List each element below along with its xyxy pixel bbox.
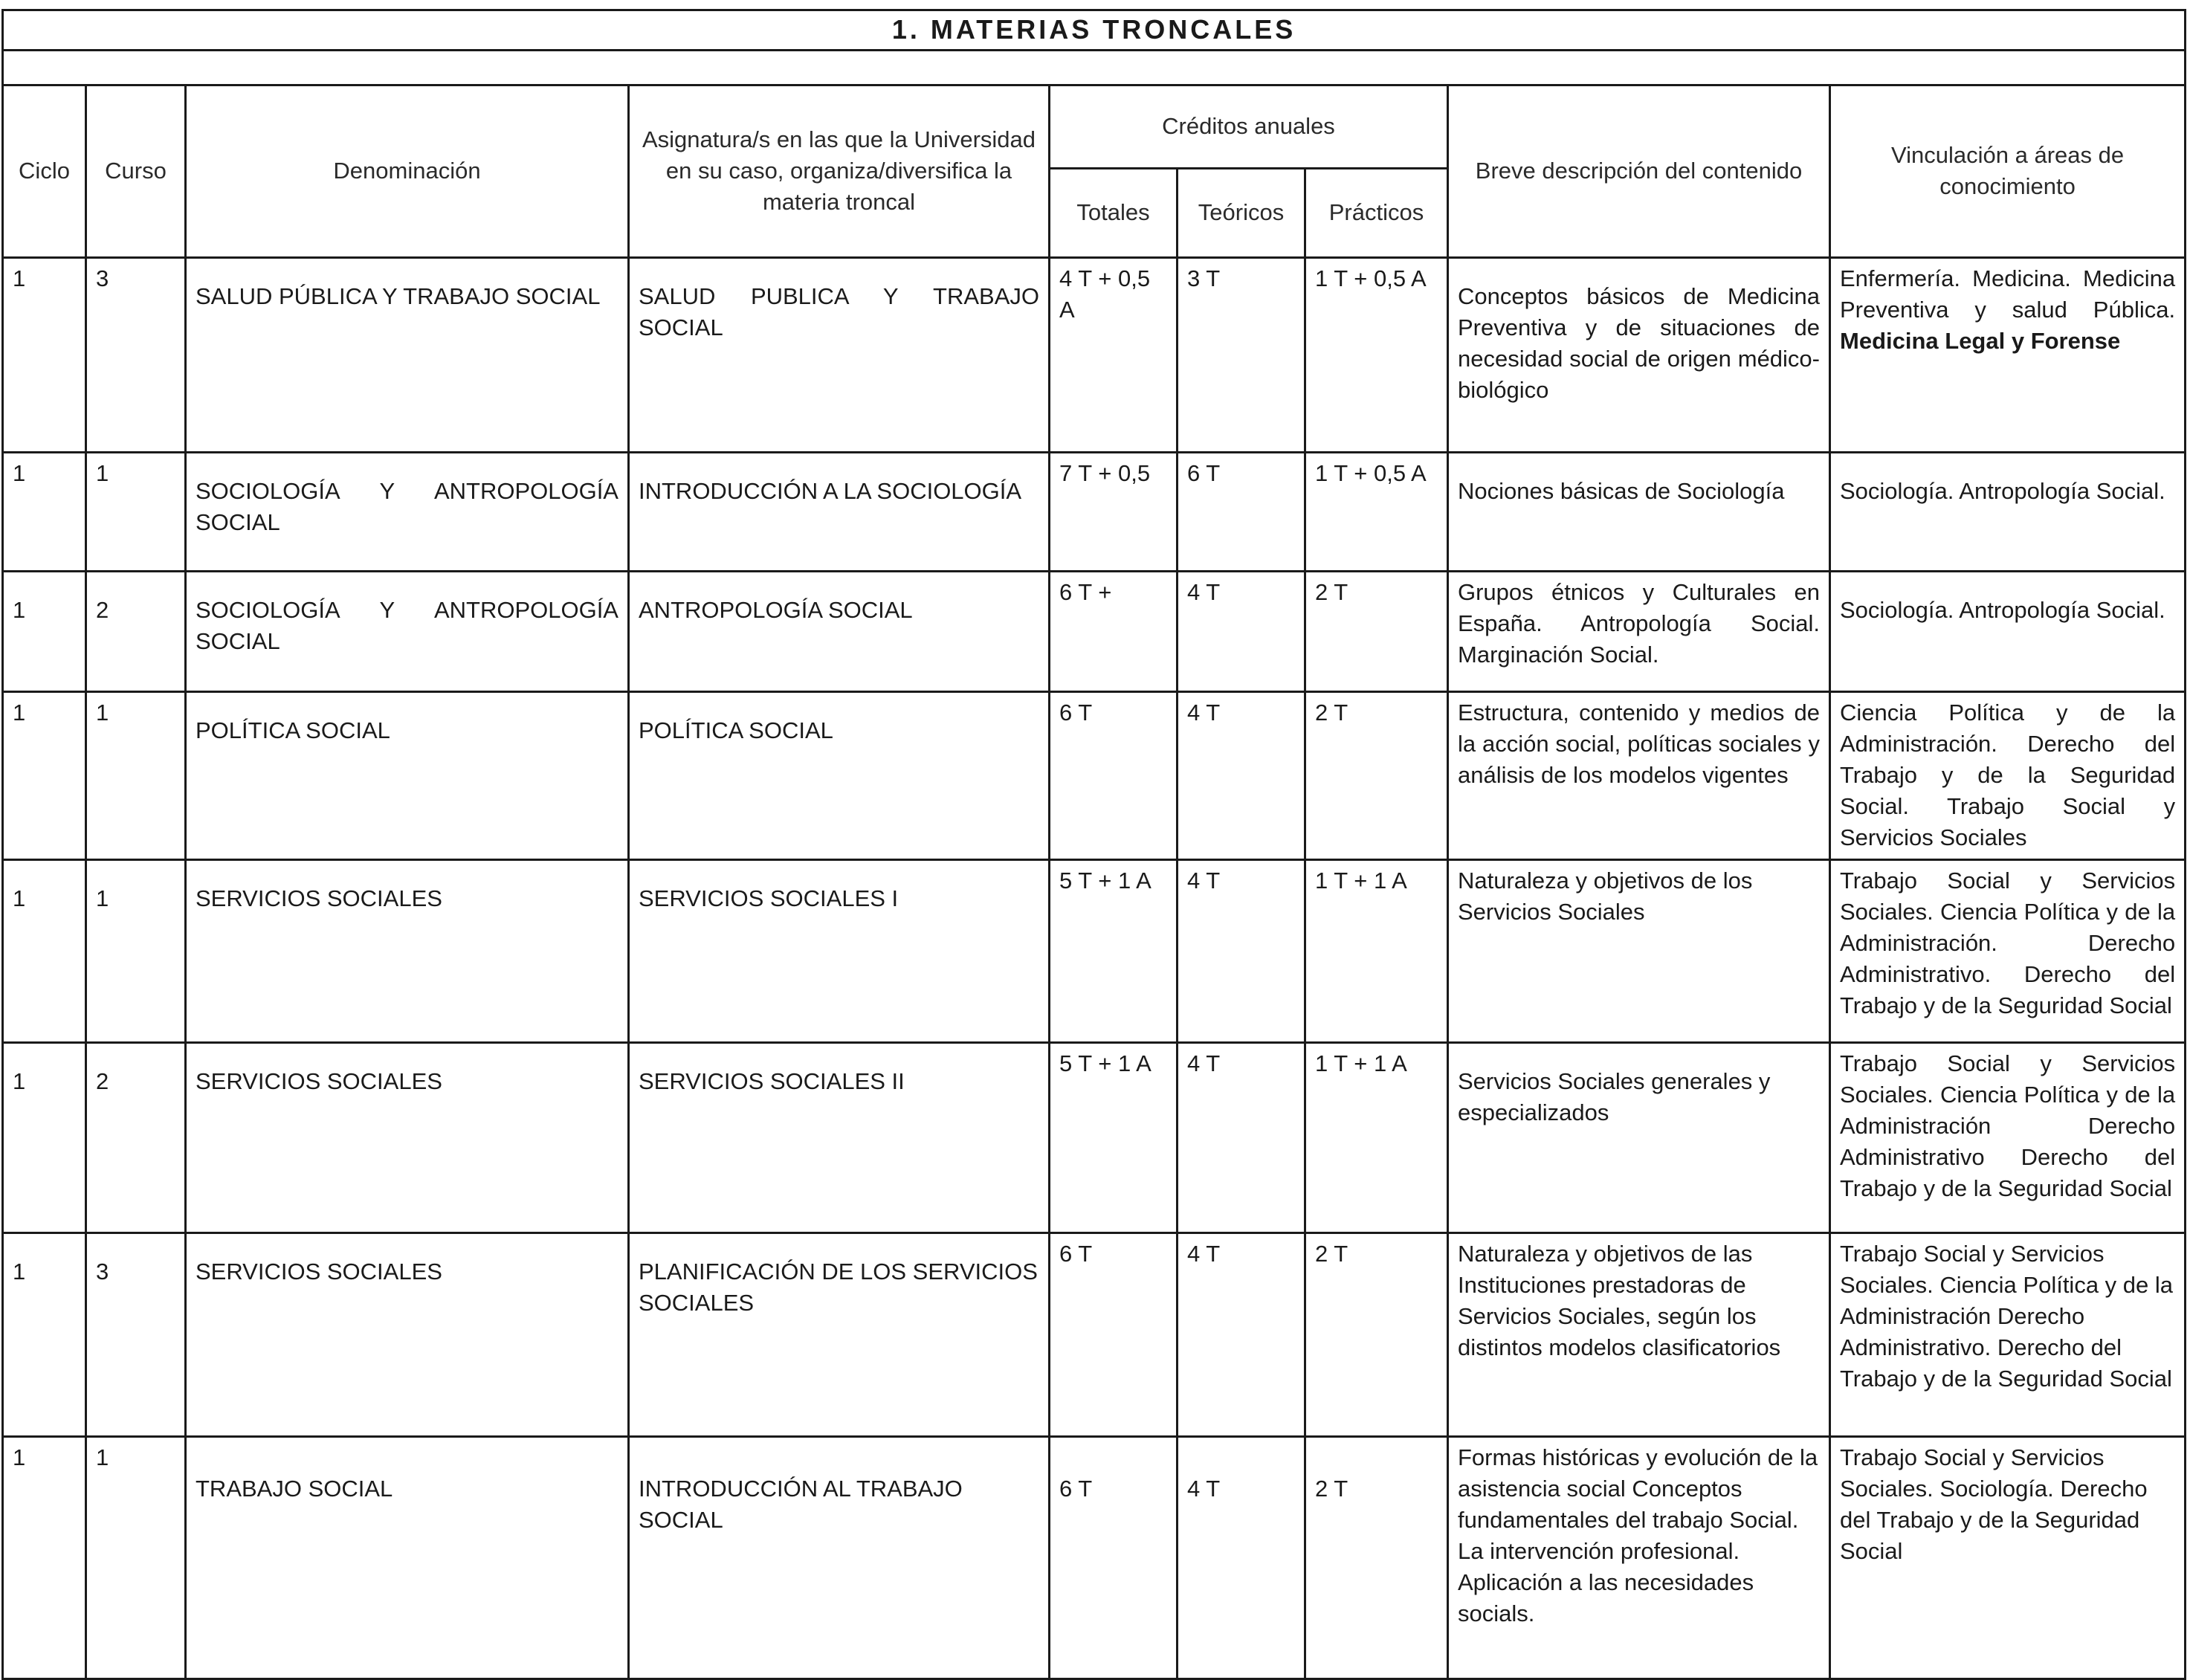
cell-ciclo: 1 [3,1042,86,1232]
cell-totales: 7 T + 0,5 [1050,452,1178,571]
cell-curso: 1 [86,1436,186,1679]
cell-totales: 5 T + 1 A [1050,859,1178,1042]
cell-ciclo: 1 [3,1232,86,1436]
cell-practicos: 2 T [1305,1436,1448,1679]
table-title: 1. MATERIAS TRONCALES [3,10,2186,51]
table-row [3,859,2186,1042]
cell-descripcion: Naturaleza y objetivos de los Servicios Sociales [1448,859,1830,1042]
cell-denominacion: SERVICIOS SOCIALES [186,859,629,1042]
table-row [3,571,2186,691]
spacer-row [3,50,2186,85]
cell-vinculacion: Trabajo Social y Servicios Sociales. Ciencia Política y de la Administración Derecho Administrativo. Derecho del Trabajo y de la Seguridad Social [1830,1232,2186,1436]
header-practicos: Prácticos [1305,168,1448,257]
header-asignaturas: Asignatura/s en las que la Universidad en su caso, organiza/diversifica la materia troncal [629,85,1050,257]
cell-vinculacion: Trabajo Social y Servicios Sociales. Sociología. Derecho del Trabajo y de la Seguridad Social [1830,1436,2186,1679]
document-page [1,9,2184,1680]
cell-vinculacion: Ciencia Política y de la Administración. Derecho del Trabajo y de la Seguridad Social. Trabajo Social y Servicios Sociales [1830,691,2186,859]
cell-vinculacion: Trabajo Social y Servicios Sociales. Ciencia Política y de la Administración. Derecho Administrativo. Derecho del Trabajo y de la Seguridad Social [1830,859,2186,1042]
cell-totales: 6 T [1050,1232,1178,1436]
table-row [3,691,2186,859]
cell-teoricos: 4 T [1178,1232,1305,1436]
cell-totales: 5 T + 1 A [1050,1042,1178,1232]
cell-teoricos: 4 T [1178,859,1305,1042]
cell-asignatura: INTRODUCCIÓN AL TRABAJO SOCIAL [629,1436,1050,1679]
cell-teoricos: 4 T [1178,1436,1305,1679]
cell-descripcion: Servicios Sociales generales y especializados [1448,1042,1830,1232]
table-row [3,257,2186,452]
cell-ciclo: 1 [3,859,86,1042]
cell-curso: 1 [86,859,186,1042]
cell-ciclo: 1 [3,1436,86,1679]
cell-curso: 1 [86,452,186,571]
header-denominacion: Denominación [186,85,629,257]
cell-descripcion: Estructura, contenido y medios de la acción social, políticas sociales y análisis de los modelos vigentes [1448,691,1830,859]
header-ciclo: Ciclo [3,85,86,257]
cell-asignatura: SERVICIOS SOCIALES I [629,859,1050,1042]
cell-descripcion: Grupos étnicos y Culturales en España. Antropología Social. Marginación Social. [1448,571,1830,691]
cell-denominacion: SOCIOLOGÍA Y ANTROPOLOGÍA SOCIAL [186,452,629,571]
cell-vinculacion: Sociología. Antropología Social. [1830,452,2186,571]
cell-ciclo: 1 [3,571,86,691]
cell-denominacion: SERVICIOS SOCIALES [186,1042,629,1232]
vinculacion-bold-text: Medicina Legal y Forense [1840,328,2121,355]
table-row [3,452,2186,571]
cell-asignatura: INTRODUCCIÓN A LA SOCIOLOGÍA [629,452,1050,571]
cell-asignatura: ANTROPOLOGÍA SOCIAL [629,571,1050,691]
header-teoricos: Teóricos [1178,168,1305,257]
cell-descripcion: Naturaleza y objetivos de las Instituciones prestadoras de Servicios Sociales, según los distintos modelos clasificatorios [1448,1232,1830,1436]
cell-descripcion: Formas históricas y evolución de la asistencia social Conceptos fundamentales del trabajo Social. La intervención profesional. Aplicación a las necesidades socials. [1448,1436,1830,1679]
cell-vinculacion: Trabajo Social y Servicios Sociales. Ciencia Política y de la Administración Derecho Administrativo Derecho del Trabajo y de la Seguridad Social [1830,1042,2186,1232]
cell-practicos: 1 T + 0,5 A [1305,257,1448,452]
cell-teoricos: 3 T [1178,257,1305,452]
cell-denominacion: SERVICIOS SOCIALES [186,1232,629,1436]
cell-totales: 4 T + 0,5 A [1050,257,1178,452]
cell-curso: 3 [86,257,186,452]
cell-asignatura: SALUD PUBLICA Y TRABAJO SOCIAL [629,257,1050,452]
cell-ciclo: 1 [3,452,86,571]
header-creditos: Créditos anuales [1050,85,1448,168]
cell-vinculacion: Sociología. Antropología Social. [1830,571,2186,691]
table-row [3,1436,2186,1679]
table-row [3,1042,2186,1232]
cell-ciclo: 1 [3,691,86,859]
cell-totales: 6 T [1050,691,1178,859]
cell-teoricos: 6 T [1178,452,1305,571]
header-curso: Curso [86,85,186,257]
cell-asignatura: SERVICIOS SOCIALES II [629,1042,1050,1232]
cell-descripcion: Nociones básicas de Sociología [1448,452,1830,571]
cell-practicos: 1 T + 0,5 A [1305,452,1448,571]
cell-ciclo: 1 [3,257,86,452]
cell-totales: 6 T + [1050,571,1178,691]
cell-asignatura: PLANIFICACIÓN DE LOS SERVICIOS SOCIALES [629,1232,1050,1436]
cell-practicos: 2 T [1305,1232,1448,1436]
cell-asignatura: POLÍTICA SOCIAL [629,691,1050,859]
header-vinculacion: Vinculación a áreas de conocimiento [1830,85,2186,257]
cell-denominacion: POLÍTICA SOCIAL [186,691,629,859]
cell-curso: 2 [86,1042,186,1232]
cell-practicos: 1 T + 1 A [1305,859,1448,1042]
cell-teoricos: 4 T [1178,571,1305,691]
materias-table [1,9,2186,1680]
cell-teoricos: 4 T [1178,1042,1305,1232]
header-descripcion: Breve descripción del contenido [1448,85,1830,257]
cell-practicos: 2 T [1305,691,1448,859]
cell-curso: 1 [86,691,186,859]
cell-practicos: 2 T [1305,571,1448,691]
table-row [3,1232,2186,1436]
cell-practicos: 1 T + 1 A [1305,1042,1448,1232]
cell-denominacion: TRABAJO SOCIAL [186,1436,629,1679]
cell-curso: 3 [86,1232,186,1436]
cell-totales: 6 T [1050,1436,1178,1679]
vinculacion-text: Enfermería. Medicina. Medicina Preventiva y salud Pública. [1840,265,2176,323]
cell-curso: 2 [86,571,186,691]
cell-descripcion: Conceptos básicos de Medicina Preventiva y de situaciones de necesidad social de origen médico-biológico [1448,257,1830,452]
cell-denominacion: SALUD PÚBLICA Y TRABAJO SOCIAL [186,257,629,452]
cell-vinculacion [1830,257,2186,452]
cell-teoricos: 4 T [1178,691,1305,859]
header-totales: Totales [1050,168,1178,257]
cell-denominacion: SOCIOLOGÍA Y ANTROPOLOGÍA SOCIAL [186,571,629,691]
